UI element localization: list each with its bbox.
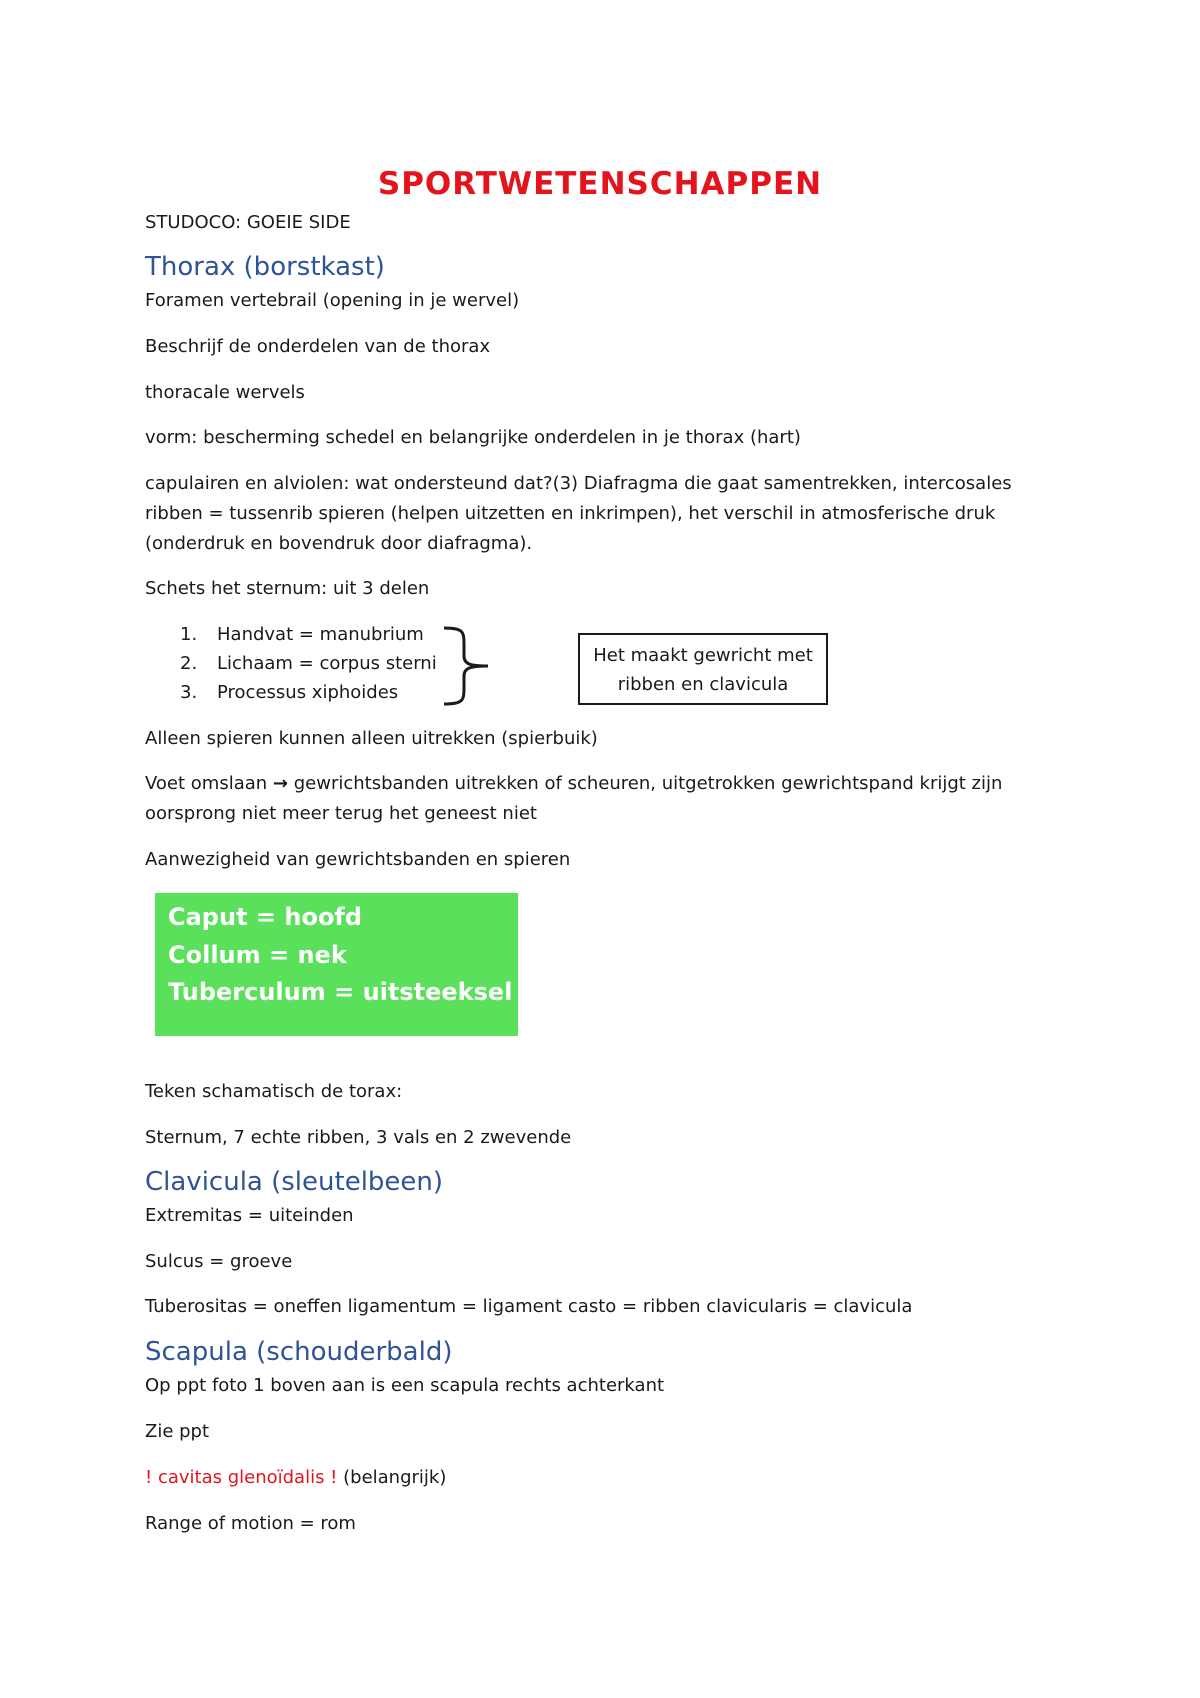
paragraph: Alleen spieren kunnen alleen uitrekken (spierbuik)	[145, 728, 598, 749]
list-item: Processus xiphoides	[217, 682, 399, 703]
paragraph: Aanwezigheid van gewrichtsbanden en spieren	[145, 849, 571, 870]
document-title: SPORTWETENSCHAPPEN	[377, 166, 823, 202]
heading-scapula: Scapula (schouderbald)	[145, 1337, 453, 1367]
paragraph: (onderdruk en bovendruk door diafragma).	[145, 533, 533, 554]
heading-clavicula: Clavicula (sleutelbeen)	[145, 1167, 444, 1197]
paragraph-text: Voet omslaan	[145, 773, 273, 794]
arrow-right-icon: →	[272, 773, 288, 794]
paragraph: ribben = tussenrib spieren (helpen uitzetten en inkrimpen), het verschil in atmosferische druk	[145, 503, 996, 524]
note-box-line: Het maakt gewricht met	[593, 645, 813, 666]
paragraph: thoracale wervels	[145, 382, 305, 403]
highlight-line: Collum = nek	[168, 941, 347, 969]
paragraph: vorm: bescherming schedel en belangrijke onderdelen in je thorax (hart)	[145, 427, 801, 448]
paragraph: Range of motion = rom	[145, 1513, 356, 1534]
list-item: Lichaam = corpus sterni	[217, 653, 437, 674]
paragraph: Beschrijf de onderdelen van de thorax	[145, 336, 491, 357]
list-item: Handvat = manubrium	[217, 624, 424, 645]
paragraph: capulairen en alviolen: wat ondersteund dat?(3) Diafragma die gaat samentrekken, intercosales	[145, 473, 1012, 494]
curly-brace-icon	[442, 626, 492, 706]
paragraph	[145, 770, 1002, 798]
paragraph: oorsprong niet meer terug het geneest niet	[145, 803, 537, 824]
paragraph	[145, 1464, 446, 1492]
paragraph: Foramen vertebrail (opening in je wervel)	[145, 290, 520, 311]
paragraph: Zie ppt	[145, 1421, 210, 1442]
paragraph: Sulcus = groeve	[145, 1251, 293, 1272]
list-item-number: 1.	[180, 624, 198, 645]
note-box-line: ribben en clavicula	[617, 674, 789, 695]
paragraph: Op ppt foto 1 boven aan is een scapula rechts achterkant	[145, 1375, 665, 1396]
list-item-number: 2.	[180, 653, 198, 674]
paragraph-text: (belangrijk)	[337, 1467, 447, 1488]
note-box	[578, 633, 828, 705]
highlight-line: Tuberculum = uitsteeksel	[168, 978, 513, 1006]
heading-thorax: Thorax (borstkast)	[145, 252, 385, 282]
paragraph: Teken schamatisch de torax:	[145, 1081, 403, 1102]
paragraph: Sternum, 7 echte ribben, 3 vals en 2 zwevende	[145, 1127, 572, 1148]
list-item-number: 3.	[180, 682, 198, 703]
paragraph: Tuberositas = oneffen ligamentum = ligament casto = ribben clavicularis = clavicula	[145, 1296, 913, 1317]
document-subtitle: STUDOCO: GOEIE SIDE	[145, 212, 351, 233]
important-text: ! cavitas glenoïdalis !	[145, 1467, 338, 1488]
highlight-line: Caput = hoofd	[168, 903, 363, 931]
paragraph-text: gewrichtsbanden uitrekken of scheuren, uitgetrokken gewrichtspand krijgt zijn	[288, 773, 1003, 794]
paragraph: Schets het sternum: uit 3 delen	[145, 578, 430, 599]
paragraph: Extremitas = uiteinden	[145, 1205, 354, 1226]
